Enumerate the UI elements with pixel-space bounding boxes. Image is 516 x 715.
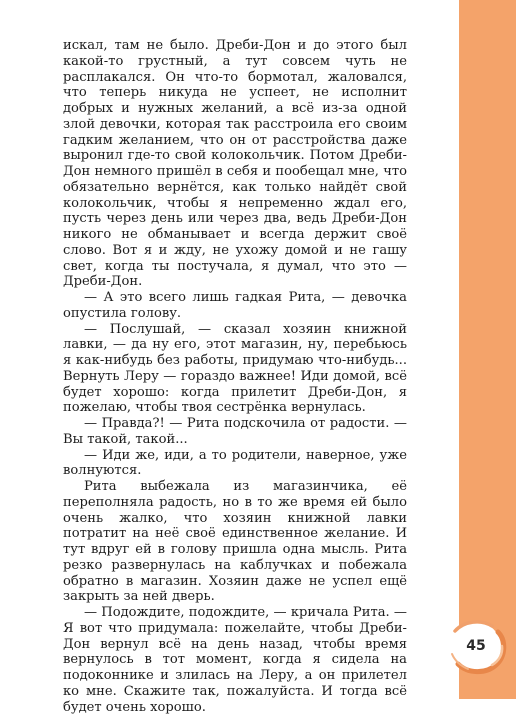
paragraph-shopkeeper-offer: — Послушай, — сказал хозяин книжной лавки, — да ну его, этот магазин, ну, перебьюсь я как-нибудь без работы, придумаю что-нибудь... Вернуть Леру — гораздо важнее! Иди домой, всё будет хорошо: когда прилетит Дреби-Дон, я пожелаю, чтобы твоя сестрёнка вернулась.: [63, 321, 407, 416]
paragraph-shopkeeper-go: — Иди же, иди, а то родители, наверное, уже волнуются.: [63, 447, 407, 479]
side-color-band: [459, 0, 516, 699]
page-number: 45: [466, 638, 486, 654]
paragraph-rita-runs: Рита выбежала из магазинчика, её переполняла радость, но в то же время ей было очень жалко, что хозяин книжной лавки потратит на неё своё единственное желание. И тут вдруг ей в голову пришла одна мысль. Рита резко развернулась на каблучках и побежала обратно в магазин. Хозяин даже не успел ещё закрыть за ней дверь.: [63, 479, 407, 605]
paragraph-continuation: искал, там не было. Дреби-Дон и до этого был какой-то грустный, а тут совсем чуть не расплакался. Он что-то бормотал, жаловался, что теперь никуда не успеет, не исполнит добрых и нужных желаний, а всё из-за одной злой девочки, которая так расстроила его своим гадким желанием, что он от расстройства даже выронил где-то свой колокольчик. Потом Дреби-Дон немного пришёл в себя и пообещал мне, что обязательно вернётся, как только найдёт свой колокольчик, чтобы я непременно ждал его, пусть через день или через два, ведь Дреби-Дон никого не обманывает и всегда держит своё слово. Вот я и жду, не ухожу домой и не гашу свет, когда ты постучала, я думал, что это — Дреби-Дон.: [63, 38, 407, 290]
paragraph-rita-reply: — А это всего лишь гадкая Рита, — девочка опустила голову.: [63, 290, 407, 321]
page-text-column: [63, 38, 407, 715]
paragraph-rita-idea: — Подождите, подождите, — кричала Рита. — Я вот что придумала: пожелайте, чтобы Дреби-Дон вернул всё на день назад, чтобы время вернулось в тот момент, когда я сидела на подоконнике и злилась на Леру, а он прилетел ко мне. Скажите так, пожалуйста. И тогда всё будет очень хорошо.: [63, 605, 407, 715]
paragraph-rita-joy: — Правда?! — Рита подскочила от радости. — Вы такой, такой...: [63, 416, 407, 447]
page-number-badge: [446, 616, 516, 678]
